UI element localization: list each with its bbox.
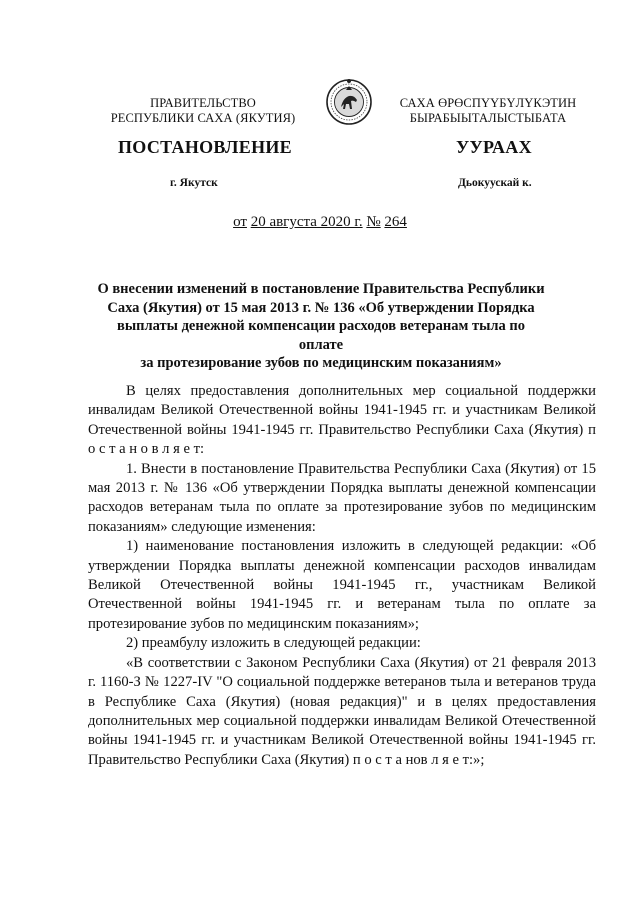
document-title-line1: О внесении изменений в постановление Правительства Республики: [97, 281, 545, 297]
header-right-line1: САХА ӨРӨСПҮҮБҮЛҮКЭТИН: [399, 96, 577, 110]
emblem-icon: [325, 76, 373, 128]
paragraph-subitem-1: 1) наименование постановления изложить в следующей редакции: «Об утверждении Порядка выплаты денежной компенсации расходов инвалидам Великой Отечественной войны 1941-1945 гг., участникам Великой Отечественной войны 1941-1945 гг. и ветеранам тыла по оплате за протезирование зубов по медицинским показаниям»;: [88, 538, 596, 632]
city-yakutsk: г. Якутск: [170, 177, 218, 189]
paragraph-preamble: В целях предоставления дополнительных мер социальной поддержки инвалидам Великой Отечественной войны 1941-1945 гг. и участникам Великой Отечественной войны 1941-1945 гг. Правительство Республики Саха (Якутия) п о с т а н о в л я е т:: [88, 383, 596, 458]
header-left-line2: РЕСПУБЛИКИ САХА (ЯКУТИЯ): [110, 111, 296, 125]
document-title: [96, 280, 546, 373]
document-date: 20 августа 2020 г.: [250, 214, 363, 230]
paragraph-item-1: 1. Внести в постановление Правительства Республики Саха (Якутия) от 15 мая 2013 г. № 136 «Об утверждении Порядка выплаты денежной компенсации расходов ветеранам тыла по оплате за протезирование зубов по медицинским показаниям» следующие изменения:: [88, 460, 596, 535]
paragraph-new-preamble: «В соответствии с Законом Республики Саха (Якутия) от 21 февраля 2013 г. 1160-З № 1227-IV "О социальной поддержке ветеранов тыла и ветеранов труда в Республике Саха (Якутия) (новая редакция)" и в целях предоставления дополнительных мер социальной поддержки инвалидам Великой Отечественной войны 1941-1945 гг. и участникам Великой Отечественной войны 1941-1945 гг. Правительство Республики Саха (Якутия) п о с т а нов л я е т:»;: [88, 654, 596, 768]
document-title-line4: за протезирование зубов по медицинским показаниям»: [140, 355, 502, 371]
document-number-sign: №: [366, 214, 381, 230]
header-left-line1: ПРАВИТЕЛЬСТВО: [150, 96, 256, 110]
paragraph-subitem-2: 2) преамбулу изложить в следующей редакции:: [126, 635, 421, 652]
document-number: 264: [384, 214, 407, 230]
header-left: [108, 96, 298, 126]
header-right-line2: БЫРАБЫЫТАЛЫСТЫБАТА: [409, 111, 567, 125]
document-body: [88, 382, 596, 770]
document-date-prefix: от: [233, 214, 247, 230]
title-postanovlenie: ПОСТАНОВЛЕНИЕ: [118, 137, 292, 157]
title-uuraakh: УУРААХ: [456, 137, 532, 157]
document-title-line3: выплаты денежной компенсации расходов ветеранам тыла по оплате: [116, 318, 526, 353]
document-title-line2: Саха (Якутия) от 15 мая 2013 г. № 136 «Об утверждении Порядка: [107, 299, 535, 316]
city-dyokuuskai: Дьокуускай к.: [458, 177, 532, 189]
document-date-number: [0, 214, 640, 231]
header-right: [384, 96, 592, 126]
